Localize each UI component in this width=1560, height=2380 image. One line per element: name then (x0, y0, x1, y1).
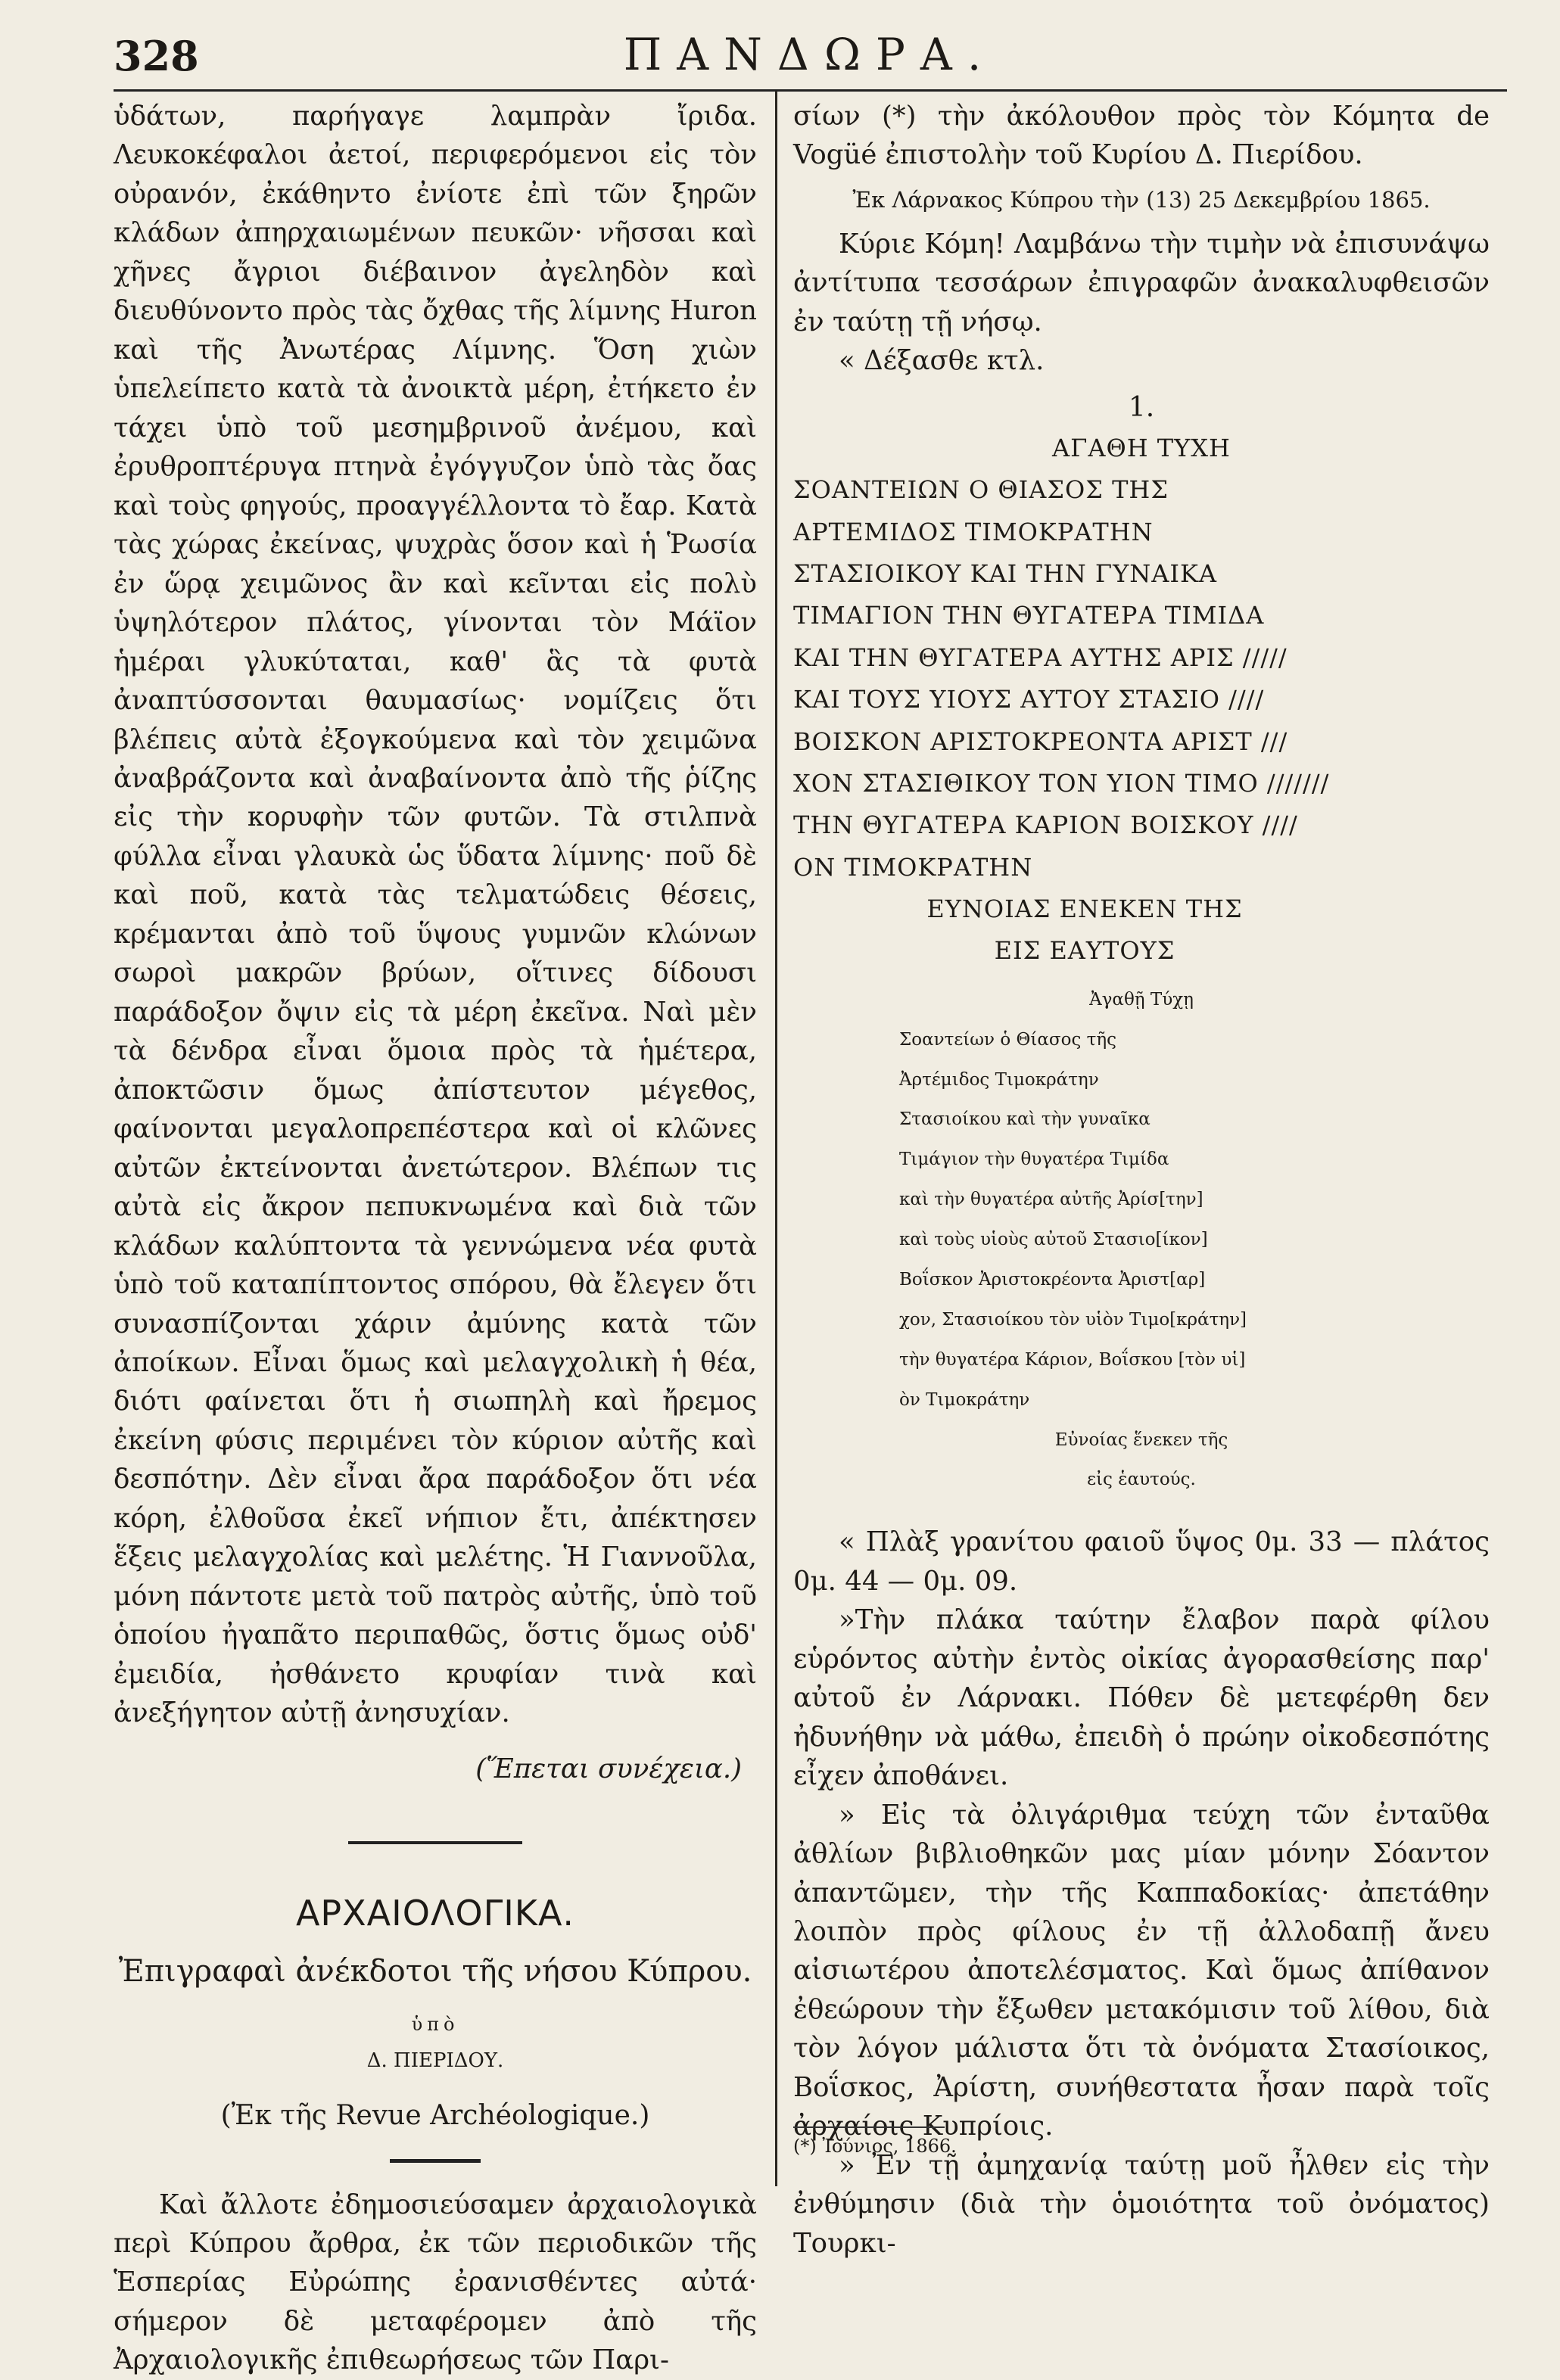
running-title: ΠΑΝΔΩΡΑ. (623, 29, 997, 80)
inscription-line: ΤΙΜΑΓΙΟΝ ΤΗΝ ΘΥΓΑΤΕΡΑ ΤΙΜΙΔΑ (793, 601, 1265, 630)
inscription-line: ΑΡΤΕΜΙΔΟΣ ΤΙΜΟΚΡΑΤΗΝ (793, 517, 1154, 546)
left-paragraph-1: ὑδάτων, παρήγαγε λαμπρὰν ἴριδα. Λευκοκέφαλοι ἀετοί, περιφερόμενοι εἰς τὸν οὐρανόν, ἐκάθηντο ἐνίοτε ἐπὶ τῶν ξηρῶν κλάδων ἀπηρχαιωμένων πευκῶν· νῆσσαι καὶ χῆνες ἄγριοι διέβαινον ἀγεληδὸν καὶ διευθύνοντο πρὸς τὰς ὄχθας τῆς λίμνης Huron καὶ τῆς Ἀνωτέρας Λίμνης. Ὅση χιὼν ὑπελείπετο κατὰ τὰ ἀνοικτὰ μέρη, ἐτήκετο ἐν τάχει ὑπὸ τοῦ μεσημβρινοῦ ἀνέμου, καὶ ἐρυθροπτέρυγα πτηνὰ ἐγόγγυζον ὑπὸ τὰς ὄας καὶ τοὺς φηγούς, προαγγέλλοντα τὸ ἔαρ. Κατὰ τὰς χώρας ἐκείνας, ψυχρὰς ὅσον καὶ ἡ Ῥωσία ἐν ὥρᾳ χειμῶνος ἂν καὶ κεῖνται εἰς πολὺ ὑψηλότερον πλάτος, γίνονται τὸν Μάϊον ἡμέραι γλυκύταται, καθ' ἃς τὰ φυτὰ ἀναπτύσσονται θαυμασίως· νομίζεις ὅτι βλέπεις αὐτὰ ἐξογκούμενα καὶ τὸν χειμῶνα ἀναβράζοντα καὶ ἀναβαίνοντα ἀπὸ τῆς ῥίζης εἰς τὴν κορυφὴν τῶν φυτῶν. Τὰ στιλπνὰ φύλλα εἶναι γλαυκὰ ὡς ὕδατα λίμνης· ποῦ δὲ καὶ ποῦ, κατὰ τὰς τελματώδεις θέσεις, κρέμανται ἀπὸ τοῦ ὕψους γυμνῶν κλώνων σωροὶ μακρῶν βρύων, οἵτινες δίδουσι παράδοξον ὄψιν εἰς τὰ μέρη ἐκεῖνα. Ναὶ μὲν τὰ δένδρα εἶναι ὅμοια πρὸς τὰ ἡμέτερα, ἀποκτῶσιν ὅμως ἀπίστευτον μέγεθος, φαίνονται μεγαλοπρεπέστερα καὶ οἱ κλῶνες αὐτῶν ἐκτείνονται ἀνετώτερον. Βλέπων τις αὐτὰ εἰς ἄκρον πεπυκνωμένα καὶ διὰ τῶν κλάδων καλύπτοντα τὰ γεννώμενα νέα φυτὰ ὑπὸ τοῦ καταπίπτοντος σπόρου, θὰ ἔλεγεν ὅτι συνασπίζονται χάριν ἀμύνης κατὰ τῶν ἀποίκων. Εἶναι ὅμως καὶ μελαγχολικὴ ἡ θέα, διότι φαίνεται ὅτι ἡ σιωπηλὴ καὶ ἤρεμος ἐκείνη φύσις περιμένει τὸν κύριον αὐτῆς καὶ δεσπότην. Δὲν εἶναι ἄρα παράδοξον ὅτι νέα κόρη, ἐλθοῦσα ἐκεῖ νήπιον ἔτι, ἀπέκτησεν ἕξεις μελαγχολίας καὶ μελέτης. Ἡ Γιαννοῦλα, μόνη πάντοτε μετὰ τοῦ πατρὸς αὐτῆς, ὑπὸ τοῦ ὁποίου ἠγαπᾶτο περιπαθῶς, ὅστις ὅμως οὐδ' ἐμειδία, ἠσθάνετο κρυφίαν τινὰ καὶ ἀνεξήγητον αὐτῇ ἀνησυχίαν. (114, 101, 757, 1729)
transliteration (793, 980, 1490, 1501)
inscription-line: ΚΑΙ ΤΗΝ ΘΥΓΑΤΕΡΑ ΑΥΤΗΣ ΑΡΙΣ ///// (793, 642, 1288, 672)
right-paragraph-4: » Ἐν τῇ ἀμηχανίᾳ ταύτῃ μοῦ ἦλθεν εἰς τὴν ἐνθύμησιν (διὰ τὴν ὁμοιότητα τοῦ ὀνόματος) Τουρκι- (793, 2149, 1490, 2259)
translit-line: Ἀγαθῇ Τύχῃ (1089, 989, 1194, 1010)
right-column (793, 97, 1490, 2263)
footnote-rule (793, 2126, 945, 2128)
inscription-line: ΕΙΣ ΕΑΥΤΟΥΣ (994, 936, 1175, 966)
to-be-continued: (Ἕπεται συνέχεια.) (475, 1753, 742, 1784)
inscription-line: ΚΑΙ ΤΟΥΣ ΥΙΟΥΣ ΑΥΤΟΥ ΣΤΑΣΙΟ //// (793, 685, 1265, 714)
page-header (114, 23, 1506, 91)
translit-line: Σοαντείων ὁ Θίασος τῆς (899, 1029, 1117, 1050)
section-divider (348, 1841, 522, 1844)
translit-line: καὶ τὴν θυγατέρα αὐτῆς Ἀρίσ[την] (899, 1190, 1203, 1210)
right-paragraph-1: σίων (*) τὴν ἀκόλουθον πρὸς τὸν Κόμητα de Vogüé ἐπιστολὴν τοῦ Κυρίου Δ. Πιερίδου. (793, 101, 1490, 171)
translit-line: τὴν θυγατέρα Κάριον, Βοΐσκου [τὸν υἱ] (899, 1349, 1246, 1370)
author-name: Δ. ΠΙΕΡΙΔΟΥ. (366, 2049, 504, 2072)
left-column (114, 97, 757, 2380)
inscription-line: ΣΟΑΝΤΕΙΩΝ Ο ΘΙΑΣΟΣ ΤΗΣ (793, 475, 1169, 505)
section-title: ΑΡΧΑΙΟΛΟΓΙΚΑ. (295, 1893, 575, 1934)
inscription-line: ΒΟΙΣΚΟΝ ΑΡΙΣΤΟΚΡΕΟΝΤΑ ΑΡΙΣΤ /// (793, 726, 1288, 756)
translit-line: Βοΐσκον Ἀριστοκρέοντα Ἀριστ[αρ] (899, 1269, 1206, 1290)
translit-line: καὶ τοὺς υἱοὺς αὐτοῦ Στασιο[ίκον] (899, 1230, 1208, 1250)
translit-line: Εὐνοίας ἕνεκεν τῆς (1054, 1430, 1228, 1450)
left-paragraph-2: Καὶ ἄλλοτε ἐδημοσιεύσαμεν ἀρχαιολογικὰ περὶ Κύπρου ἄρθρα, ἐκ τῶν περιοδικῶν τῆς Ἑσπερίας Εὐρώπης ἐρανισθέντες αὐτά· σήμερον δὲ μεταφέρομεν ἀπὸ τῆς Ἀρχαιολογικῆς ἐπιθεωρήσεως τῶν Παρι- (114, 2189, 757, 2376)
page-number: 328 (114, 32, 199, 80)
inscription-line: ΣΤΑΣΙΟΙΚΟΥ ΚΑΙ ΤΗΝ ΓΥΝΑΙΚΑ (793, 559, 1217, 589)
place-date: Ἐκ Λάρνακος Κύπρου τὴν (13) 25 Δεκεμβρίου 1865. (852, 186, 1431, 213)
inscription-number: 1. (1128, 391, 1155, 423)
translit-line: Στασιοίκου καὶ τὴν γυναῖκα (899, 1109, 1151, 1130)
translit-line: ὸν Τιμοκράτην (899, 1389, 1030, 1410)
accept-phrase: « Δέξασθε κτλ. (839, 345, 1045, 377)
section-subtitle: Ἐπιγραφαὶ ἀνέκδοτοι τῆς νήσου Κύπρου. (118, 1953, 752, 1989)
salutation: Κύριε Κόμη! Λαμβάνω τὴν τιμὴν νὰ ἐπισυνάψω ἀντίτυπα τεσσάρων ἐπιγραφῶν ἀνακαλυφθεισῶν ἐν ταύτῃ τῇ νήσῳ. (793, 228, 1490, 338)
translit-line: εἰς ἑαυτούς. (1087, 1470, 1196, 1490)
small-divider (390, 2159, 481, 2163)
right-paragraph-2: »Τὴν πλάκα ταύτην ἔλαβον παρὰ φίλου εὑρόντος αὐτὴν ἐντὸς οἰκίας ἀγορασθείσης παρ' αὐτοῦ ἐν Λάρνακι. Πόθεν δὲ μετεφέρθη δεν ἠδυνήθην νὰ μάθω, ἐπειδὴ ὁ πρώην οἰκοδεσπότης εἶχεν ἀποθάνει. (793, 1604, 1490, 1792)
stone-measurements: « Πλὰξ γρανίτου φαιοῦ ὕψος 0μ. 33 — πλάτος 0μ. 44 — 0μ. 09. (793, 1526, 1490, 1597)
inscription-line: ΑΓΑΘΗ ΤΥΧΗ (1052, 434, 1231, 463)
translit-line: χον, Στασιοίκου τὸν υἱὸν Τιμο[κράτην] (899, 1309, 1247, 1330)
translit-line: Τιμάγιον τὴν θυγατέρα Τιμίδα (899, 1150, 1169, 1170)
inscription-text (793, 428, 1490, 972)
inscription-line: ΟΝ ΤΙΜΟΚΡΑΤΗΝ (793, 852, 1033, 882)
right-paragraph-3: » Εἰς τὰ ὀλιγάριθμα τεύχη τῶν ἐνταῦθα ἀθλίων βιβλιοθηκῶν μας μίαν μόνην Σόαντον ἀπαντῶμεν, τὴν τῆς Καππαδοκίας· ἀπετάθην λοιπὸν πρὸς φίλους ἐν τῇ ἀλλοδαπῇ ἄνευ αἰσιωτέρου ἀποτελέσματος. Καὶ ὅμως ἀπίθανον ἐθεώρουν τὴν ἔξωθεν μετακόμισιν τοῦ λίθου, διὰ τὸν λόγον μάλιστα ὅτι τὰ ὀνόματα Στασίοικος, Βοΐσκος, Ἀρίστη, συνήθεστατα ἦσαν παρὰ τοῖς ἀρχαίοις Κυπρίοις. (793, 1799, 1490, 2142)
source-note: (Ἐκ τῆς Revue Archéologique.) (220, 2100, 650, 2132)
footnote: (*) Ἰούνιος, 1866. (793, 2136, 957, 2157)
inscription-line: ΤΗΝ ΘΥΓΑΤΕΡΑ ΚΑΡΙΟΝ ΒΟΙΣΚΟΥ //// (793, 810, 1298, 840)
column-divider (775, 91, 777, 2186)
header-rule (114, 89, 1507, 92)
byline-prefix: ὑπὸ (411, 2013, 459, 2035)
translit-line: Ἀρτέμιδος Τιμοκράτην (899, 1069, 1099, 1090)
inscription-line: ΕΥΝΟΙΑΣ ΕΝΕΚΕΝ ΤΗΣ (926, 894, 1243, 923)
inscription-line: ΧΟΝ ΣΤΑΣΙΘΙΚΟΥ ΤΟΝ ΥΙΟΝ ΤΙΜΟ /////// (793, 768, 1330, 798)
